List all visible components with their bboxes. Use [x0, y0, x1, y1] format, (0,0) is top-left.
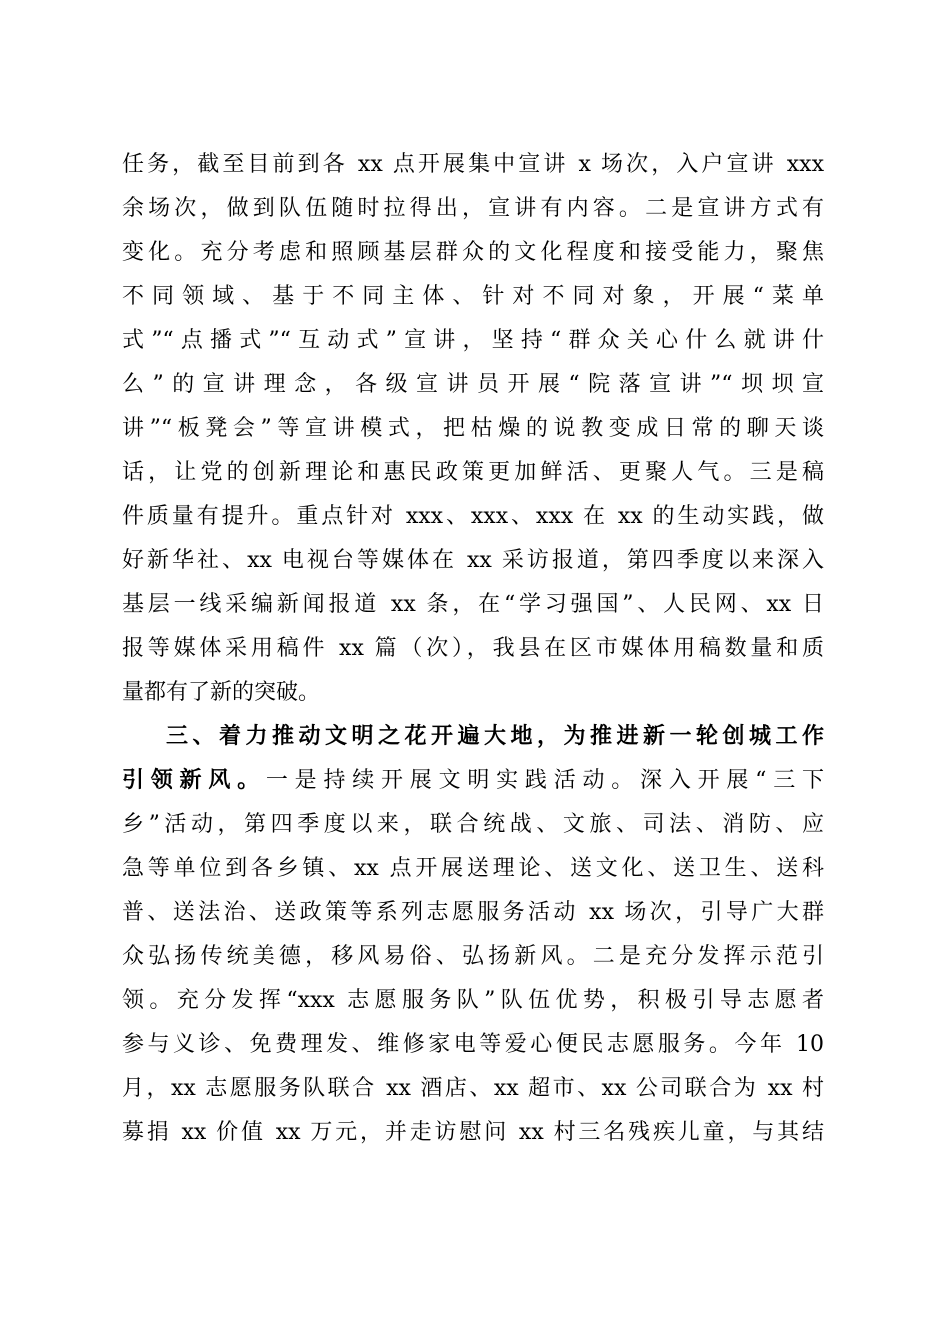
text-line: 任务，截至目前到各 xx 点开展集中宣讲 x 场次，入户宣讲 xxx — [122, 152, 824, 177]
paragraph-section-3 — [122, 715, 824, 1155]
paragraph-propaganda — [122, 143, 824, 715]
text-line: 月，xx 志愿服务队联合 xx 酒店、xx 超市、xx 公司联合为 xx 村 — [122, 1076, 824, 1101]
text-line: 变化。充分考虑和照顾基层群众的文化程度和接受能力，聚焦 — [122, 240, 824, 265]
text-line: 募捐 xx 价值 xx 万元，并走访慰问 xx 村三名残疾儿童，与其结 — [122, 1120, 824, 1145]
document-body — [122, 143, 824, 1155]
text-line: 乡”活动，第四季度以来，联合统战、文旅、司法、消防、应 — [122, 812, 824, 837]
text-line: 么”的宣讲理念，各级宣讲员开展“院落宣讲”“坝坝宣 — [122, 372, 824, 397]
text-line: 话，让党的创新理论和惠民政策更加鲜活、更聚人气。三是稿 — [122, 460, 824, 485]
text-line: 急等单位到各乡镇、xx 点开展送理论、送文化、送卫生、送科 — [122, 856, 824, 881]
text-line — [122, 759, 824, 803]
text-line: 众弘扬传统美德，移风易俗、弘扬新风。二是充分发挥示范引 — [122, 944, 824, 969]
section-heading: 三、着力推动文明之花开遍大地，为推进新一轮创城工作 — [166, 724, 824, 749]
text-line: 式”“点播式”“互动式”宣讲，坚持“群众关心什么就讲什 — [122, 328, 824, 353]
text-line: 基层一线采编新闻报道 xx 条，在“学习强国”、人民网、xx 日 — [122, 592, 824, 617]
text-fragment: 一是持续开展文明实践活动。深入开展“三下 — [265, 768, 824, 793]
text-line: 讲”“板凳会”等宣讲模式，把枯燥的说教变成日常的聊天谈 — [122, 416, 824, 441]
text-line: 余场次，做到队伍随时拉得出，宣讲有内容。二是宣讲方式有 — [122, 196, 824, 221]
section-heading-end: 引领新风。 — [122, 768, 266, 793]
text-line: 不同领域、基于不同主体、针对不同对象，开展“菜单 — [122, 284, 824, 309]
text-line: 报等媒体采用稿件 xx 篇（次），我县在区市媒体用稿数量和质 — [122, 636, 824, 661]
text-line: 件质量有提升。重点针对 xxx、xxx、xxx 在 xx 的生动实践，做 — [122, 504, 824, 529]
text-line: 参与义诊、免费理发、维修家电等爱心便民志愿服务。今年 10 — [122, 1032, 824, 1057]
text-line: 量都有了新的突破。 — [122, 680, 321, 705]
text-line: 普、送法治、送政策等系列志愿服务活动 xx 场次，引导广大群 — [122, 900, 824, 925]
text-line: 领。充分发挥“xxx 志愿服务队”队伍优势，积极引导志愿者 — [122, 988, 824, 1013]
text-line: 好新华社、xx 电视台等媒体在 xx 采访报道，第四季度以来深入 — [122, 548, 824, 573]
